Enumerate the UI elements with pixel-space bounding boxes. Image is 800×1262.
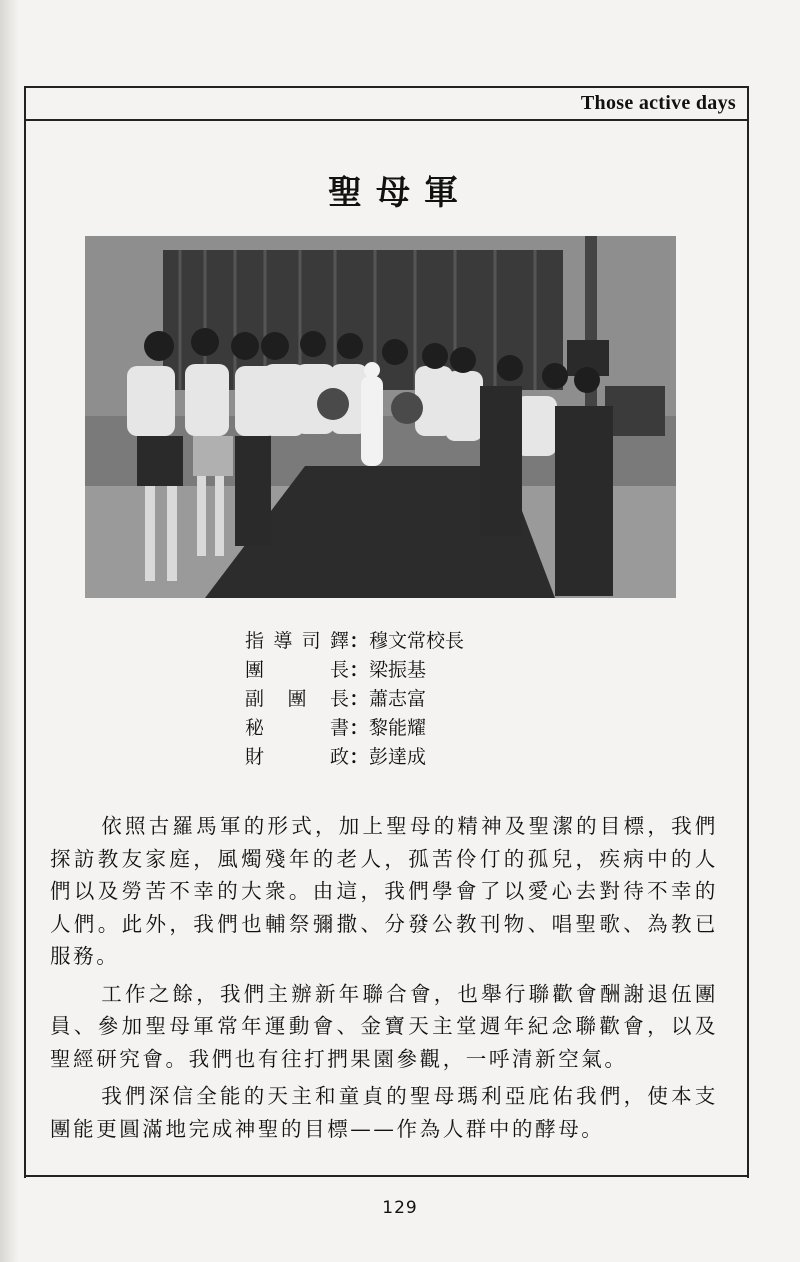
roster-name: 蕭志富: [369, 688, 427, 710]
bottom-rule: [24, 1175, 747, 1177]
group-photo: [85, 236, 676, 598]
roster-colon: ：: [349, 688, 369, 710]
roster-name: 黎能耀: [369, 717, 427, 739]
roster-role: 指導司鐸: [245, 630, 349, 652]
roster-row: [245, 714, 464, 743]
roster-row: [245, 627, 464, 656]
roster-row: [245, 743, 464, 772]
header-rule: [24, 119, 747, 121]
page-number: 129: [382, 1198, 418, 1218]
roster-colon: ：: [349, 717, 369, 739]
body-paragraph: 我們深信全能的天主和童貞的聖母瑪利亞庇佑我們，使本支團能更圓滿地完成神聖的目標——作為人群中的酵母。: [50, 1084, 718, 1141]
roster-name: 彭達成: [369, 746, 427, 768]
roster-name: 梁振基: [369, 659, 427, 681]
body-text: [50, 810, 718, 1150]
roster-role: 副團長: [245, 688, 349, 710]
roster: [245, 627, 464, 772]
roster-role: 秘書: [245, 717, 349, 739]
roster-colon: ：: [349, 659, 369, 681]
roster-colon: ：: [349, 746, 369, 768]
running-head: Those active days: [580, 92, 736, 114]
page-title: 聖母軍: [328, 173, 472, 213]
roster-row: [245, 685, 464, 714]
roster-role: 財政: [245, 746, 349, 768]
roster-row: [245, 656, 464, 685]
roster-role: 團長: [245, 659, 349, 681]
roster-colon: ：: [349, 630, 369, 652]
body-paragraph: 工作之餘，我們主辦新年聯合會，也舉行聯歡會酬謝退伍團員、參加聖母軍常年運動會、金寶天主堂週年紀念聯歡會，以及聖經研究會。我們也有往打捫果園參觀，一呼清新空氣。: [50, 981, 718, 1071]
body-paragraph: 依照古羅馬軍的形式，加上聖母的精神及聖潔的目標，我們探訪教友家庭，風燭殘年的老人，孤苦伶仃的孤兒，疾病中的人們以及勞苦不幸的大衆。由這，我們學會了以愛心去對待不幸的人們。此外，我們也輔祭彌撒、分發公教刊物、唱聖歌、為教已服務。: [50, 814, 718, 968]
roster-name: 穆文常校長: [369, 630, 465, 652]
